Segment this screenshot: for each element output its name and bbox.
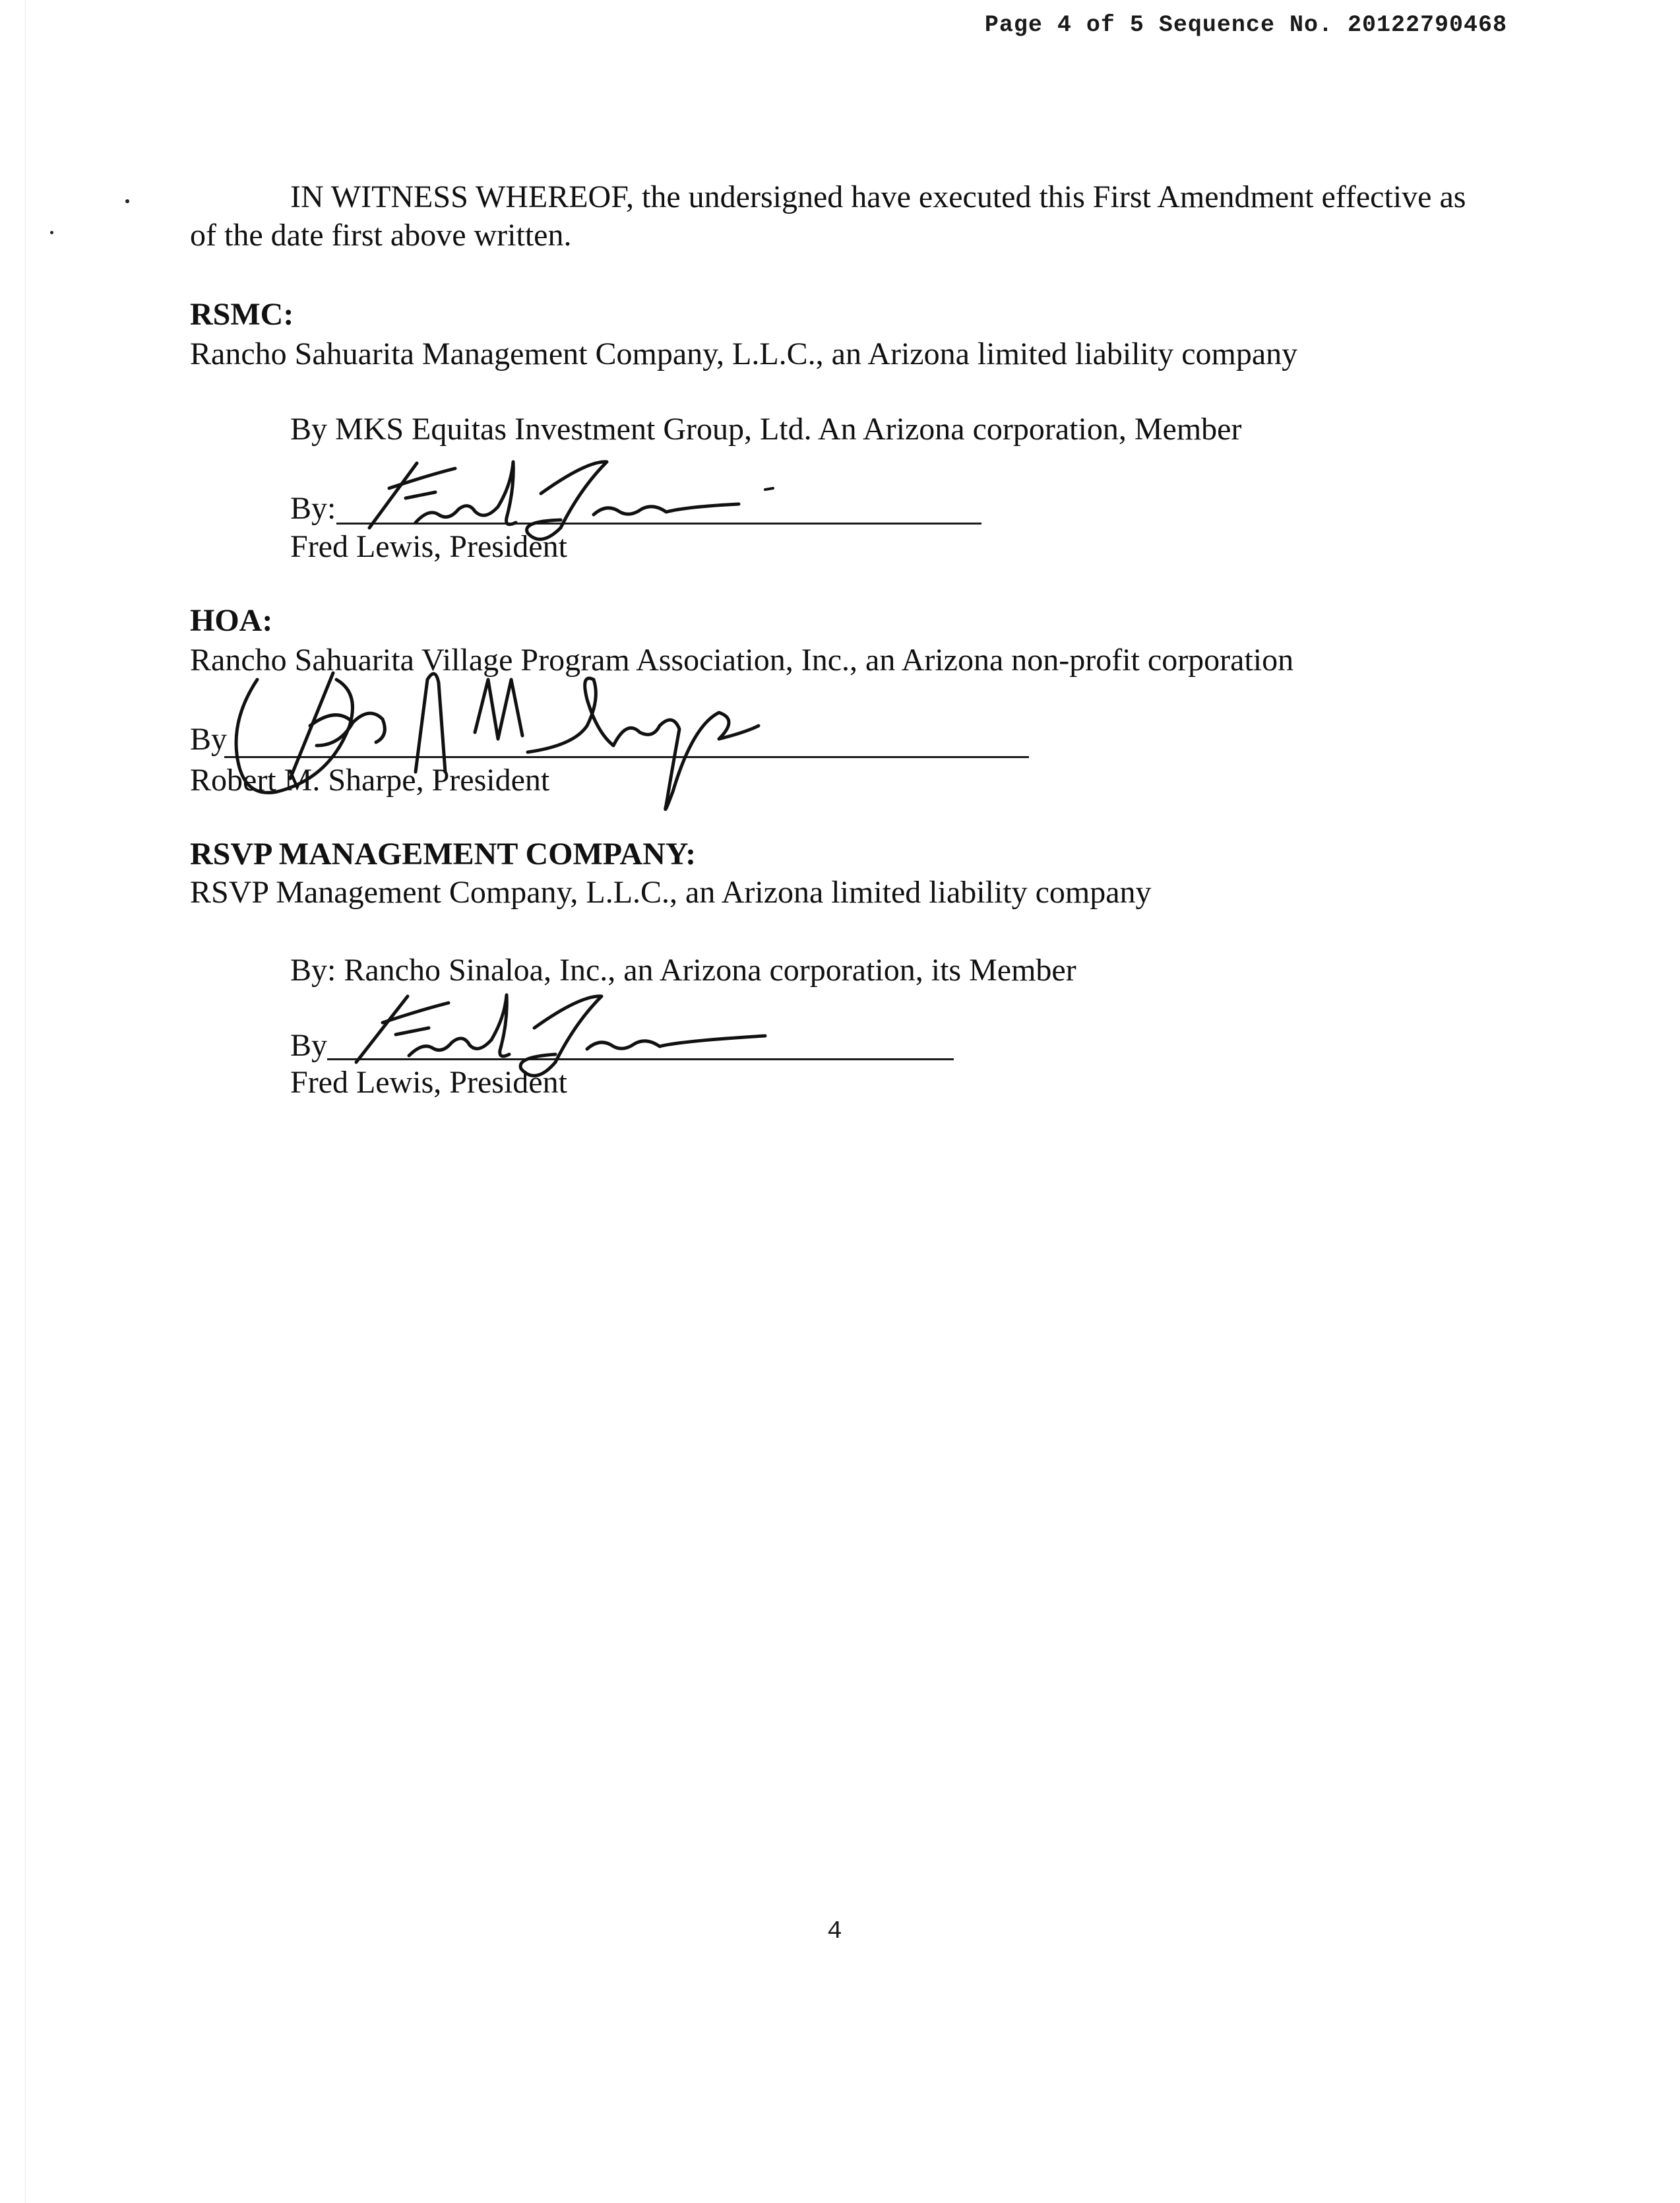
rsvp-signature [343, 976, 792, 1089]
rsmc-entity: Rancho Sahuarita Management Company, L.L.C., an Arizona limited liability company [190, 336, 1298, 371]
hoa-heading: HOA: [190, 603, 273, 638]
scan-margin-rule [25, 0, 26, 2203]
hoa-signature [218, 653, 811, 818]
rsmc-by-label: By: [290, 491, 336, 526]
rsvp-heading: RSVP MANAGEMENT COMPANY: [190, 837, 697, 872]
scan-speck [50, 231, 53, 234]
rsmc-signer: Fred Lewis, President [290, 529, 567, 564]
rsvp-signer: Fred Lewis, President [290, 1065, 567, 1100]
hoa-signer: Robert M. Sharpe, President [190, 763, 550, 798]
hoa-by-label: By [190, 722, 228, 757]
rsvp-entity: RSVP Management Company, L.L.C., an Arizona limited liability company [190, 875, 1152, 910]
hoa-entity: Rancho Sahuarita Village Program Association, Inc., an Arizona non-profit corporation [190, 643, 1294, 678]
scan-speck [125, 199, 129, 203]
rsvp-member: By: Rancho Sinaloa, Inc., an Arizona corporation, its Member [290, 953, 1076, 988]
witness-clause-line-1: IN WITNESS WHEREOF, the undersigned have executed this First Amendment effective as [290, 179, 1466, 214]
rsmc-member: By MKS Equitas Investment Group, Ltd. An Arizona corporation, Member [290, 412, 1242, 447]
rsmc-signature [343, 449, 818, 548]
rsvp-by-label: By [290, 1028, 328, 1063]
page-sequence-header: Page 4 of 5 Sequence No. 20122790468 [984, 12, 1507, 38]
page-number: 4 [827, 1917, 842, 1946]
rsmc-heading: RSMC: [190, 297, 294, 332]
witness-clause-line-2: of the date first above written. [190, 218, 572, 253]
